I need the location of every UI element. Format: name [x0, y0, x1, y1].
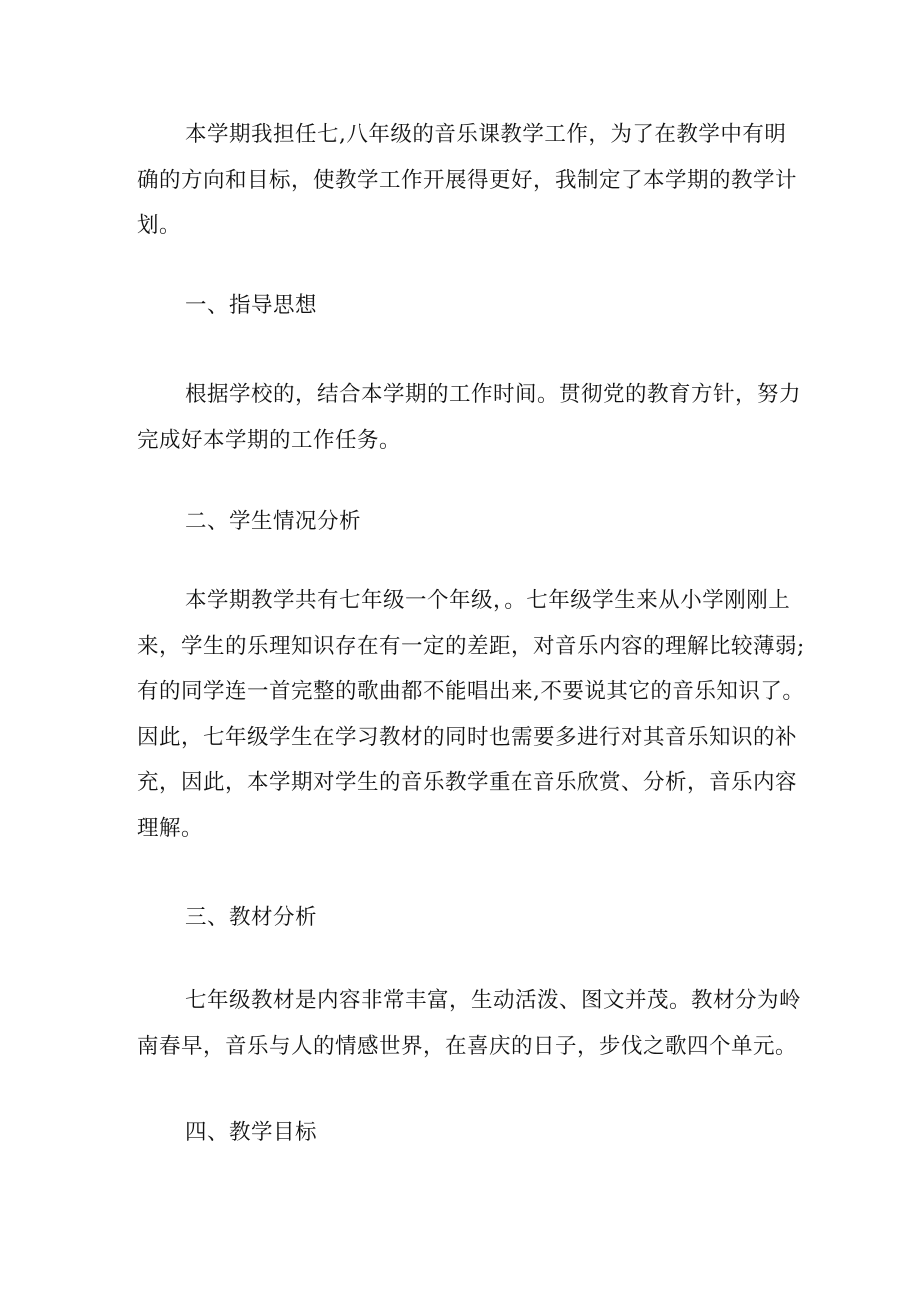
- section-1-paragraph: [137, 372, 802, 463]
- section-2-line-6: 理解。: [137, 815, 204, 841]
- section-2-line-5: 充，因此，本学期对学生的音乐教学重在音乐欣赏、分析，音乐内容: [137, 770, 798, 795]
- section-heading-teaching-goals: [137, 1110, 787, 1156]
- section-2-paragraph: [137, 578, 805, 851]
- intro-line-2: 确的方向和目标，使教学工作开展得更好，我制定了本学期的教学计: [137, 167, 798, 193]
- section-1-line-1: 根据学校的，结合本学期的工作时间。贯彻党的教育方针，努力: [185, 382, 802, 407]
- section-2-heading: 二、学生情况分析: [185, 509, 362, 534]
- section-1-heading: 一、指导思想: [185, 293, 318, 318]
- intro-paragraph: [137, 112, 798, 249]
- section-heading-student-analysis: [137, 499, 787, 545]
- intro-line-1: 本学期我担任七,八年级的音乐课教学工作，为了在教学中有明: [185, 122, 787, 147]
- section-2-line-1: 本学期教学共有七年级一个年级，。七年级学生来从小学刚刚上: [185, 588, 791, 613]
- section-3-paragraph: [137, 978, 802, 1069]
- section-3-heading: 三、教材分析: [185, 905, 318, 930]
- section-1-line-2: 完成好本学期的工作任务。: [137, 427, 402, 453]
- section-3-line-1: 七年级教材是内容非常丰富，生动活泼、图文并茂。教材分为岭: [185, 988, 802, 1013]
- section-2-line-3: 有的同学连一首完整的歌曲都不能唱出来,不要说其它的音乐知识了。: [137, 679, 805, 704]
- section-heading-textbook-analysis: [137, 895, 787, 941]
- section-4-heading: 四、教学目标: [185, 1120, 318, 1145]
- section-2-line-4: 因此，七年级学生在学习教材的同时也需要多进行对其音乐知识的补: [137, 724, 798, 750]
- section-heading-guiding-ideology: [137, 283, 787, 329]
- section-2-line-2: 来，学生的乐理知识存在有一定的差距，对音乐内容的理解比较薄弱;: [137, 633, 805, 659]
- section-3-line-2: 南春早，音乐与人的情感世界，在喜庆的日子，步伐之歌四个单元。: [137, 1033, 798, 1059]
- intro-line-3: 划。: [137, 213, 182, 238]
